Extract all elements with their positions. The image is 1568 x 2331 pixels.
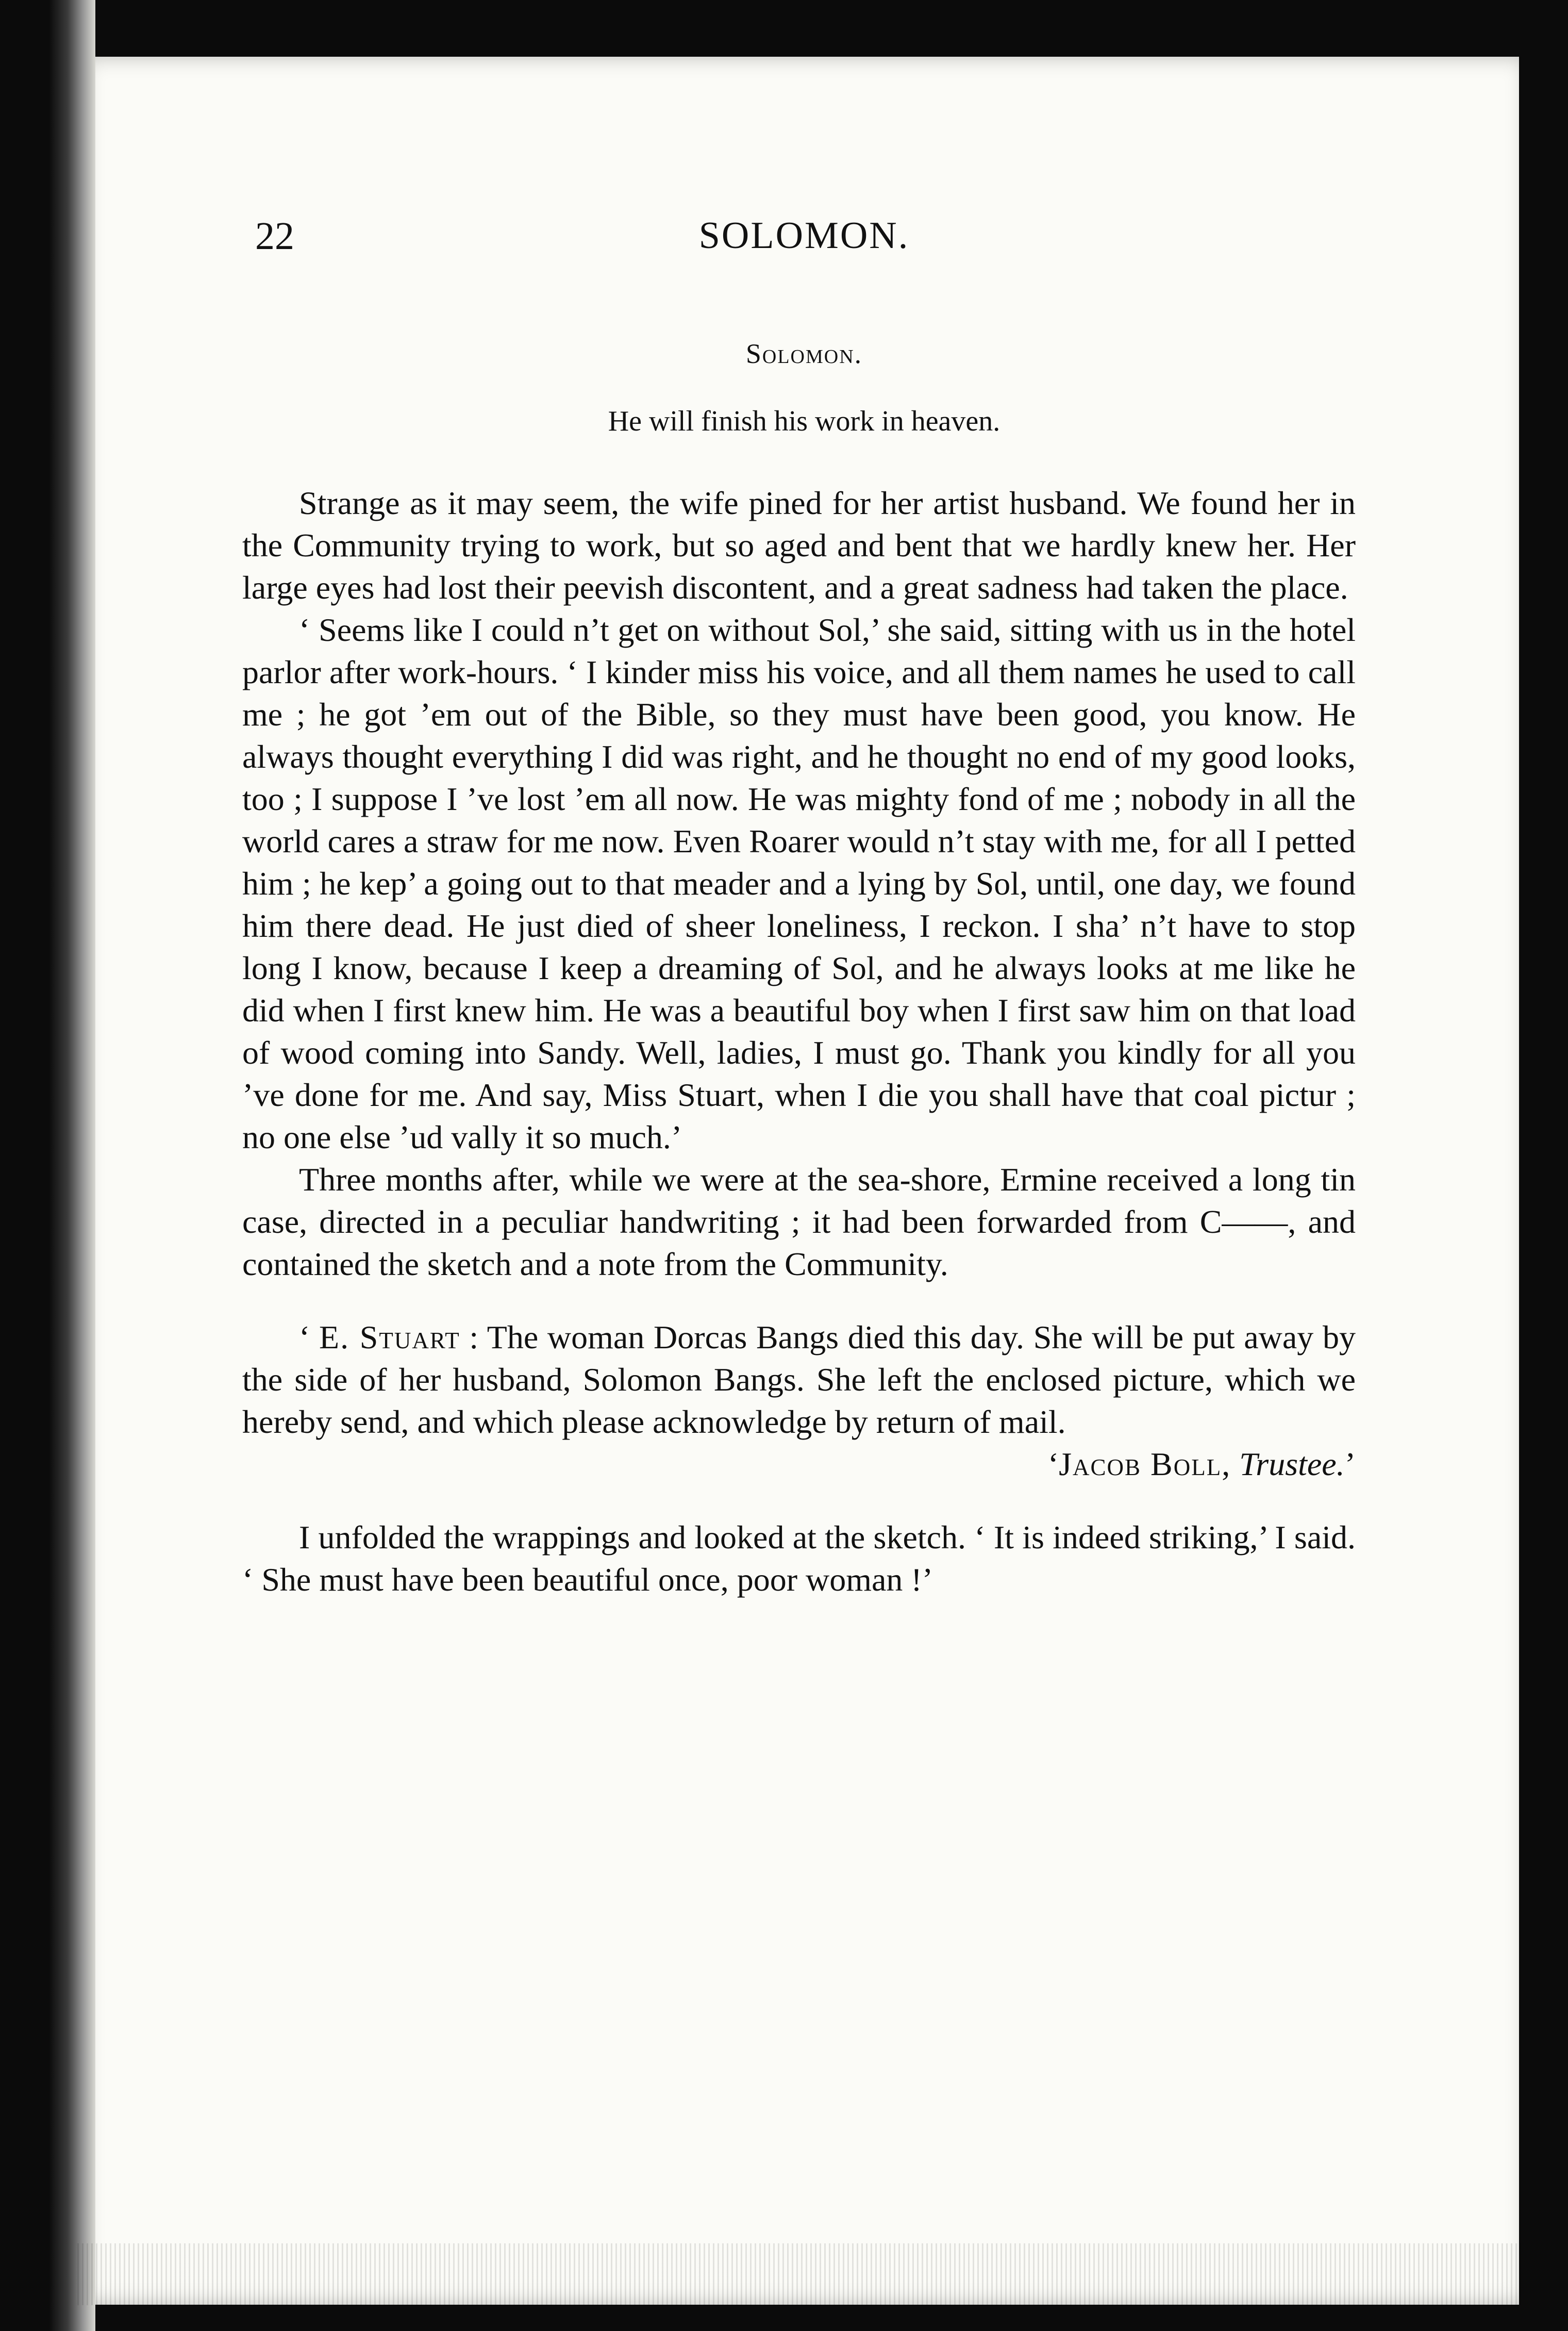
letter-quote-open: ‘ (299, 1319, 320, 1355)
book-spine-shadow (49, 0, 95, 2331)
paragraph: ‘ Seems like I could n’t get on without Sol,’ she said, sitting with us in the hotel parlor after work-hours. ‘ I kinder miss his voice, and all them names he used to call me ; he got ’em out of the Bible, so they must have been good, you know. He always thought everything I did was right, and he thought no end of my good looks, too ; I suppose I ’ve lost ’em all now. He was mighty fond of me ; nobody in all the world cares a straw for me now. Even Roarer would n’t stay with me, for all I petted him ; he kep’ a going out to that meader and a lying by Sol, until, one day, we found him there dead. He just died of sheer loneliness, I reckon. I sha’ n’t have to stop long I know, because I keep a dreaming of Sol, and he always looks at me like he did when I first knew him. He was a beautiful boy when I first saw him on that load of wood coming into Sandy. Well, ladies, I must go. Thank you kindly for all you ’ve done for me. And say, Miss Stuart, when I die you shall have that coal pictur ; no one else ’ud vally it so much.’ (242, 611, 1356, 1155)
letter-signature (242, 1443, 1356, 1485)
section-title: Solomon. (745, 338, 863, 369)
signature-role: Trustee. (1239, 1446, 1345, 1482)
paragraph: Three months after, while we were at the sea-shore, Ermine received a long tin case, directed in a peculiar handwriting ; it had been forwarded from C——, and contained the sketch and a note from the Community. (242, 1161, 1356, 1282)
letter-paragraph (242, 1316, 1356, 1443)
letter-addressee: E. Stuart (319, 1319, 460, 1355)
epigraph: He will finish his work in heaven. (608, 405, 1000, 437)
body-text (242, 482, 1356, 1601)
letter-body: : The woman Dorcas Bangs died this day. She will be put away by the side of her husband, Solomon Bangs. She left the enclosed picture, which we hereby send, and which please acknowledge by return of mail. (242, 1319, 1356, 1440)
signature-quote-close: ’ (1344, 1446, 1356, 1482)
signature-quote-open: ‘ (1047, 1446, 1059, 1482)
page-number: 22 (255, 214, 294, 258)
scan-noise (77, 2243, 1521, 2305)
paragraph: Strange as it may seem, the wife pined for her artist husband. We found her in the Community trying to work, but so aged and bent that we hardly knew her. Her large eyes had lost their peevish discontent, and a great sadness had taken the place. (242, 485, 1356, 606)
page-header (255, 214, 1353, 260)
paragraph: I unfolded the wrappings and looked at the sketch. ‘ It is indeed striking,’ I said. ‘ She must have been beautiful once, poor woman !’ (242, 1519, 1356, 1598)
scan-border (1519, 0, 1568, 2331)
running-title: SOLOMON. (698, 214, 910, 257)
signature-name: Jacob Boll, (1059, 1446, 1231, 1482)
